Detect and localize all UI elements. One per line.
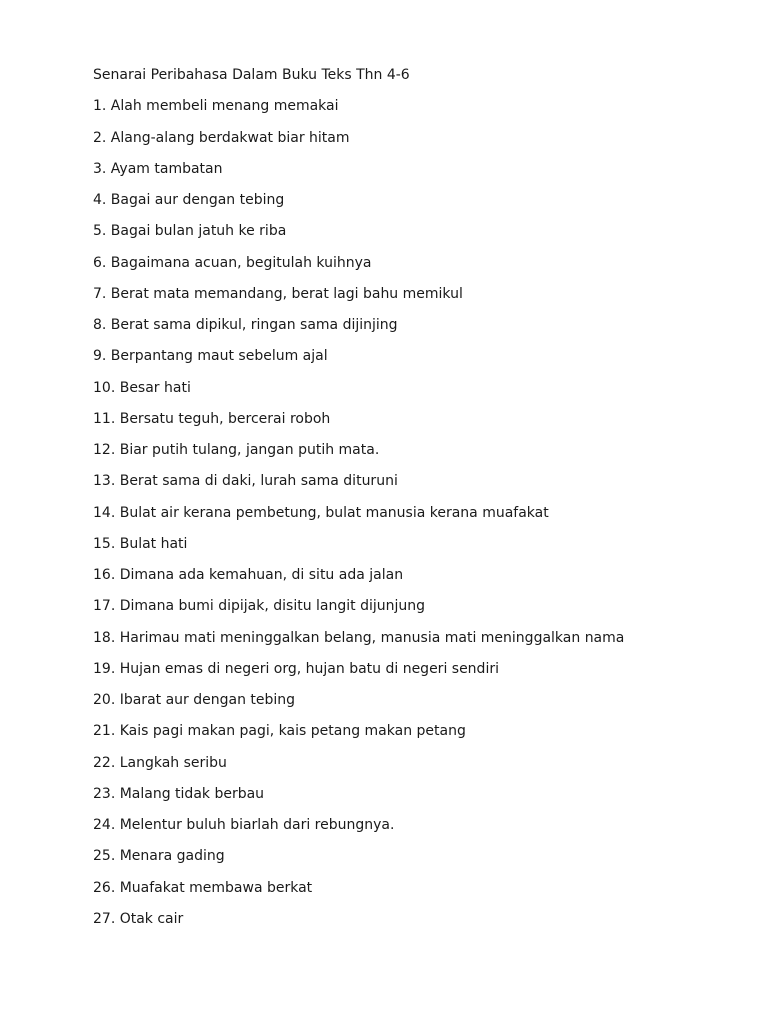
- list-item: 3. Ayam tambatan: [93, 160, 223, 177]
- list-item: 21. Kais pagi makan pagi, kais petang makan petang: [93, 723, 466, 740]
- list-item: 13. Berat sama di daki, lurah sama dituruni: [93, 473, 398, 490]
- list-item: 25. Menara gading: [93, 848, 225, 865]
- list-item: 16. Dimana ada kemahuan, di situ ada jalan: [93, 567, 404, 583]
- document-body: [93, 65, 728, 929]
- list-item: 26. Muafakat membawa berkat: [93, 879, 313, 896]
- list-item: 24. Melentur buluh biarlah dari rebungnya.: [93, 817, 395, 833]
- list-item: 5. Bagai bulan jatuh ke riba: [93, 223, 287, 240]
- list-item: 27. Otak cair: [93, 910, 184, 927]
- document-title: Senarai Peribahasa Dalam Buku Teks Thn 4-6: [93, 67, 410, 83]
- list-item: 8. Berat sama dipikul, ringan sama dijinjing: [93, 317, 398, 333]
- list-item: 11. Bersatu teguh, bercerai roboh: [93, 410, 331, 427]
- list-item: 19. Hujan emas di negeri org, hujan batu di negeri sendiri: [93, 660, 499, 677]
- list-item: 15. Bulat hati: [93, 535, 188, 552]
- list-item: 2. Alang-alang berdakwat biar hitam: [93, 129, 350, 146]
- list-item: 9. Berpantang maut sebelum ajal: [93, 348, 328, 365]
- list-item: 4. Bagai aur dengan tebing: [93, 192, 285, 208]
- list-item: 6. Bagaimana acuan, begitulah kuihnya: [93, 254, 372, 271]
- list-item: 14. Bulat air kerana pembetung, bulat manusia kerana muafakat: [93, 504, 549, 521]
- list-item: 20. Ibarat aur dengan tebing: [93, 692, 296, 708]
- list-item: 12. Biar putih tulang, jangan putih mata.: [93, 442, 380, 458]
- list-item: 7. Berat mata memandang, berat lagi bahu memikul: [93, 285, 463, 302]
- list-item: 10. Besar hati: [93, 379, 191, 396]
- list-item: 1. Alah membeli menang memakai: [93, 98, 339, 115]
- list-item: 17. Dimana bumi dipijak, disitu langit dijunjung: [93, 598, 426, 615]
- list-item: 18. Harimau mati meninggalkan belang, manusia mati meninggalkan nama: [93, 629, 625, 646]
- list-item: 22. Langkah seribu: [93, 754, 227, 771]
- list-item: 23. Malang tidak berbau: [93, 785, 265, 802]
- proverb-list: [93, 96, 728, 929]
